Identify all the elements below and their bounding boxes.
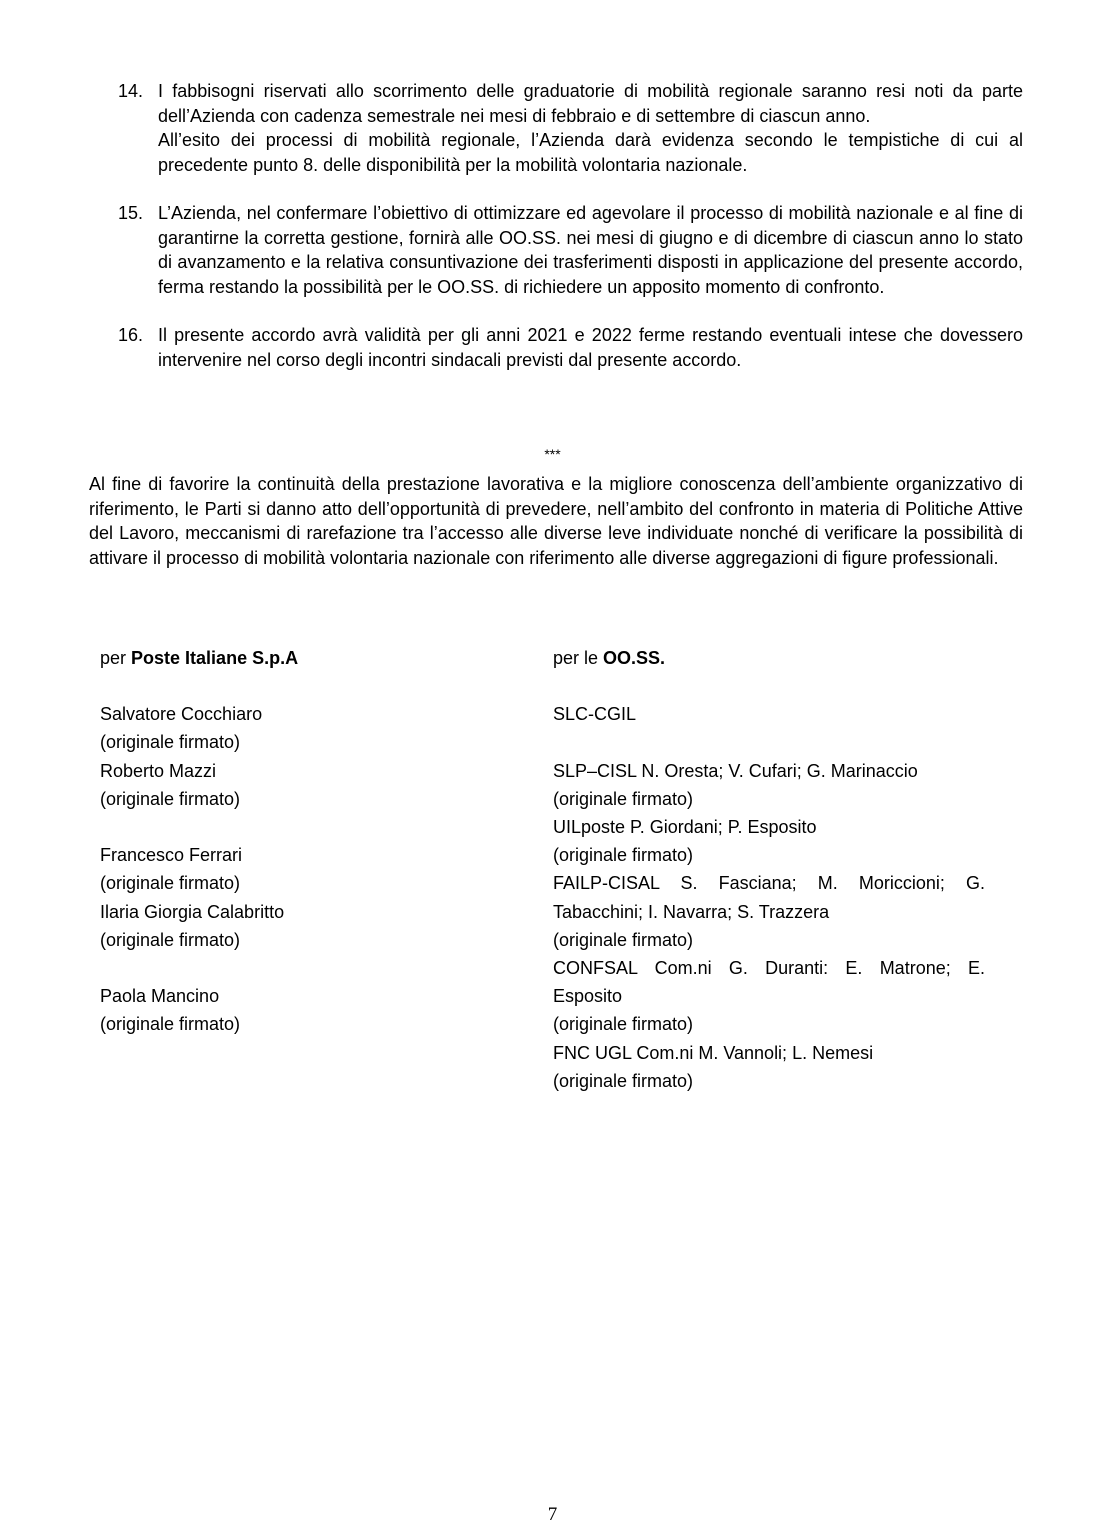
signer-note: (originale firmato) — [553, 1014, 694, 1035]
signer-name: SLC-CGIL — [553, 704, 637, 725]
signer-block — [100, 982, 460, 1038]
signature-party: Poste Italiane S.p.A — [131, 648, 299, 668]
signature-heading — [100, 644, 460, 672]
signer-block — [100, 898, 460, 954]
item-paragraph: L’Azienda, nel confermare l’obiettivo di ottimizzare ed agevolare il processo di mobilità nazionale e al fine di garantirne la corretta gestione, fornirà alle OO.SS. nei mesi di giugno e di dicembre di ciascun anno lo stato di avanzamento e la relativa consuntivazione dei trasferimenti disposti in applicazione del presente accordo, ferma restando la possibilità per le OO.SS. di richiedere un apposito momento di confronto. — [158, 203, 1023, 297]
numbered-list — [0, 79, 1105, 396]
signer-block — [553, 813, 985, 869]
item-body — [158, 323, 1023, 372]
signature-column-company — [100, 644, 460, 1039]
signer-block — [100, 757, 460, 813]
signature-party: OO.SS. — [603, 648, 666, 668]
signer-name: FAILP-CISAL S. Fasciana; M. Moriccioni; G. Tabacchini; I. Navarra; S. Trazzera — [553, 873, 985, 922]
page-number: 7 — [547, 1504, 558, 1525]
list-item — [0, 201, 1105, 299]
section-separator: *** — [544, 446, 561, 462]
signer-name: Francesco Ferrari — [100, 845, 243, 866]
signer-note: (originale firmato) — [553, 1070, 694, 1091]
item-body — [158, 201, 1023, 299]
signer-name: CONFSAL Com.ni G. Duranti: E. Matrone; E. Esposito — [553, 958, 985, 1007]
signer-block — [553, 1039, 985, 1095]
signer-name: Paola Mancino — [100, 986, 220, 1007]
signer-note: (originale firmato) — [100, 873, 241, 894]
signer-name: Ilaria Giorgia Calabritto — [100, 901, 285, 922]
signature-prefix: per le — [553, 648, 599, 668]
signer-block — [553, 869, 985, 954]
signature-column-unions — [553, 644, 985, 1095]
item-body — [158, 79, 1023, 177]
signer-name: UILposte P. Giordani; P. Esposito — [553, 817, 817, 837]
signer-block — [100, 700, 460, 756]
signer-name: Salvatore Cocchiaro — [100, 704, 263, 725]
signer-block — [553, 954, 985, 1039]
signer-note: (originale firmato) — [100, 929, 241, 950]
item-paragraph: Il presente accordo avrà validità per gli anni 2021 e 2022 ferme restando eventuali intese che dovessero intervenire nel corso degli incontri sindacali previsti dal presente accordo. — [158, 325, 1023, 370]
signer-block — [100, 841, 460, 897]
item-number: 16. — [118, 325, 144, 345]
list-item — [0, 79, 1105, 177]
signer-block — [553, 757, 985, 813]
closing-paragraph: Al fine di favorire la continuità della prestazione lavorativa e la migliore conoscenza dell’ambiente organizzativo di riferimento, le Parti si danno atto dell’opportunità di prevedere, nell’ambito del confronto in materia di Politiche Attive del Lavoro, meccanismi di rarefazione tra l’accesso alle diverse leve individuate nonché di verificare la possibilità di attivare il processo di mobilità volontaria nazionale con riferimento alle diverse aggregazioni di figure professionali. — [89, 474, 1023, 568]
signature-heading — [553, 644, 985, 672]
signer-note: (originale firmato) — [553, 788, 694, 809]
signer-name: FNC UGL Com.ni M. Vannoli; L. Nemesi — [553, 1042, 874, 1063]
item-paragraph: I fabbisogni riservati allo scorrimento delle graduatorie di mobilità regionale saranno resi noti da parte dell’Azienda con cadenza semestrale nei mesi di febbraio e di settembre di ciascun anno. — [158, 81, 1023, 126]
signer-note: (originale firmato) — [553, 845, 694, 866]
signer-block — [553, 700, 985, 728]
signer-name: SLP–CISL N. Oresta; V. Cufari; G. Marinaccio — [553, 760, 918, 781]
item-number: 15. — [118, 203, 144, 223]
signature-prefix: per — [100, 648, 127, 668]
item-number: 14. — [118, 81, 144, 101]
list-item — [0, 323, 1105, 372]
signer-note: (originale firmato) — [553, 929, 694, 950]
signer-note: (originale firmato) — [100, 1014, 241, 1035]
signer-note: (originale firmato) — [100, 788, 241, 809]
signer-note: (originale firmato) — [100, 732, 241, 753]
item-paragraph: All’esito dei processi di mobilità regionale, l’Azienda darà evidenza secondo le tempistiche di cui al precedente punto 8. delle disponibilità per la mobilità volontaria nazionale. — [158, 130, 1023, 175]
signer-name: Roberto Mazzi — [100, 760, 217, 781]
